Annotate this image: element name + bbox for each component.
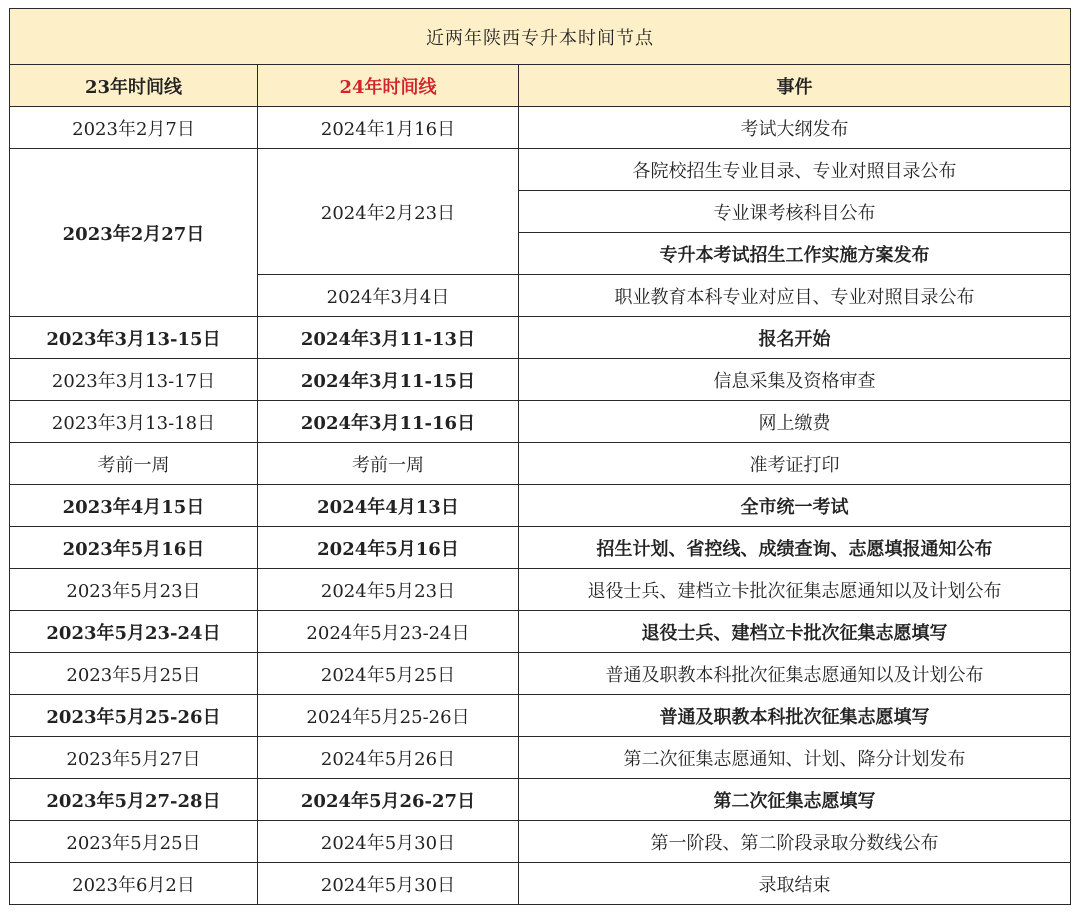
date-2023: 2023年3月13-18日 <box>10 401 258 443</box>
event: 报名开始 <box>519 317 1071 359</box>
table-row <box>10 821 1071 863</box>
date-2024: 2024年5月26日 <box>258 737 519 779</box>
timeline-table <box>9 8 1071 905</box>
date-2023: 2023年5月16日 <box>10 527 258 569</box>
table-row <box>10 401 1071 443</box>
date-2024: 2024年3月11-15日 <box>258 359 519 401</box>
event: 考试大纲发布 <box>519 107 1071 149</box>
date-2024: 2024年5月23-24日 <box>258 611 519 653</box>
event: 专升本考试招生工作实施方案发布 <box>519 233 1071 275</box>
event: 普通及职教本科批次征集志愿通知以及计划公布 <box>519 653 1071 695</box>
date-2024: 2024年5月16日 <box>258 527 519 569</box>
table-row <box>10 107 1071 149</box>
table-row <box>10 611 1071 653</box>
table-title: 近两年陕西专升本时间节点 <box>10 9 1071 65</box>
date-2023: 2023年4月15日 <box>10 485 258 527</box>
event: 职业教育本科专业对应目、专业对照目录公布 <box>519 275 1071 317</box>
event: 退役士兵、建档立卡批次征集志愿填写 <box>519 611 1071 653</box>
table-row <box>10 863 1071 905</box>
date-2023: 2023年5月27-28日 <box>10 779 258 821</box>
header-row <box>10 65 1071 107</box>
event: 第二次征集志愿填写 <box>519 779 1071 821</box>
date-2023: 2023年5月27日 <box>10 737 258 779</box>
date-2023: 2023年2月7日 <box>10 107 258 149</box>
event: 录取结束 <box>519 863 1071 905</box>
header-24-timeline: 24年时间线 <box>258 65 519 107</box>
date-2024: 2024年5月25-26日 <box>258 695 519 737</box>
table-row <box>10 443 1071 485</box>
event: 招生计划、省控线、成绩查询、志愿填报通知公布 <box>519 527 1071 569</box>
date-2023: 2023年5月25日 <box>10 653 258 695</box>
date-2024: 2024年5月30日 <box>258 863 519 905</box>
date-2023: 考前一周 <box>10 443 258 485</box>
event: 信息采集及资格审查 <box>519 359 1071 401</box>
event: 网上缴费 <box>519 401 1071 443</box>
event: 各院校招生专业目录、专业对照目录公布 <box>519 149 1071 191</box>
date-2024: 2024年3月11-13日 <box>258 317 519 359</box>
table-row <box>10 695 1071 737</box>
table-row <box>10 359 1071 401</box>
date-2023: 2023年5月25-26日 <box>10 695 258 737</box>
date-2024: 2024年2月23日 <box>258 149 519 275</box>
date-2024: 2024年5月23日 <box>258 569 519 611</box>
event: 第二次征集志愿通知、计划、降分计划发布 <box>519 737 1071 779</box>
table-row <box>10 317 1071 359</box>
table-row <box>10 653 1071 695</box>
date-2023: 2023年3月13-15日 <box>10 317 258 359</box>
date-2023: 2023年5月23日 <box>10 569 258 611</box>
date-2023: 2023年3月13-17日 <box>10 359 258 401</box>
table-row <box>10 569 1071 611</box>
table-row <box>10 527 1071 569</box>
event: 退役士兵、建档立卡批次征集志愿通知以及计划公布 <box>519 569 1071 611</box>
table-row <box>10 737 1071 779</box>
header-23-timeline: 23年时间线 <box>10 65 258 107</box>
date-2023: 2023年5月23-24日 <box>10 611 258 653</box>
date-2024: 2024年5月30日 <box>258 821 519 863</box>
table-row <box>10 485 1071 527</box>
date-2024: 2024年1月16日 <box>258 107 519 149</box>
date-2024: 考前一周 <box>258 443 519 485</box>
event: 普通及职教本科批次征集志愿填写 <box>519 695 1071 737</box>
date-2023: 2023年5月25日 <box>10 821 258 863</box>
table-row <box>10 149 1071 191</box>
event: 第一阶段、第二阶段录取分数线公布 <box>519 821 1071 863</box>
header-event: 事件 <box>519 65 1071 107</box>
date-2024: 2024年5月25日 <box>258 653 519 695</box>
event: 专业课考核科目公布 <box>519 191 1071 233</box>
date-2023: 2023年6月2日 <box>10 863 258 905</box>
date-2023: 2023年2月27日 <box>10 149 258 317</box>
event: 准考证打印 <box>519 443 1071 485</box>
event: 全市统一考试 <box>519 485 1071 527</box>
date-2024: 2024年3月11-16日 <box>258 401 519 443</box>
date-2024: 2024年5月26-27日 <box>258 779 519 821</box>
date-2024: 2024年3月4日 <box>258 275 519 317</box>
date-2024: 2024年4月13日 <box>258 485 519 527</box>
table-row <box>10 779 1071 821</box>
